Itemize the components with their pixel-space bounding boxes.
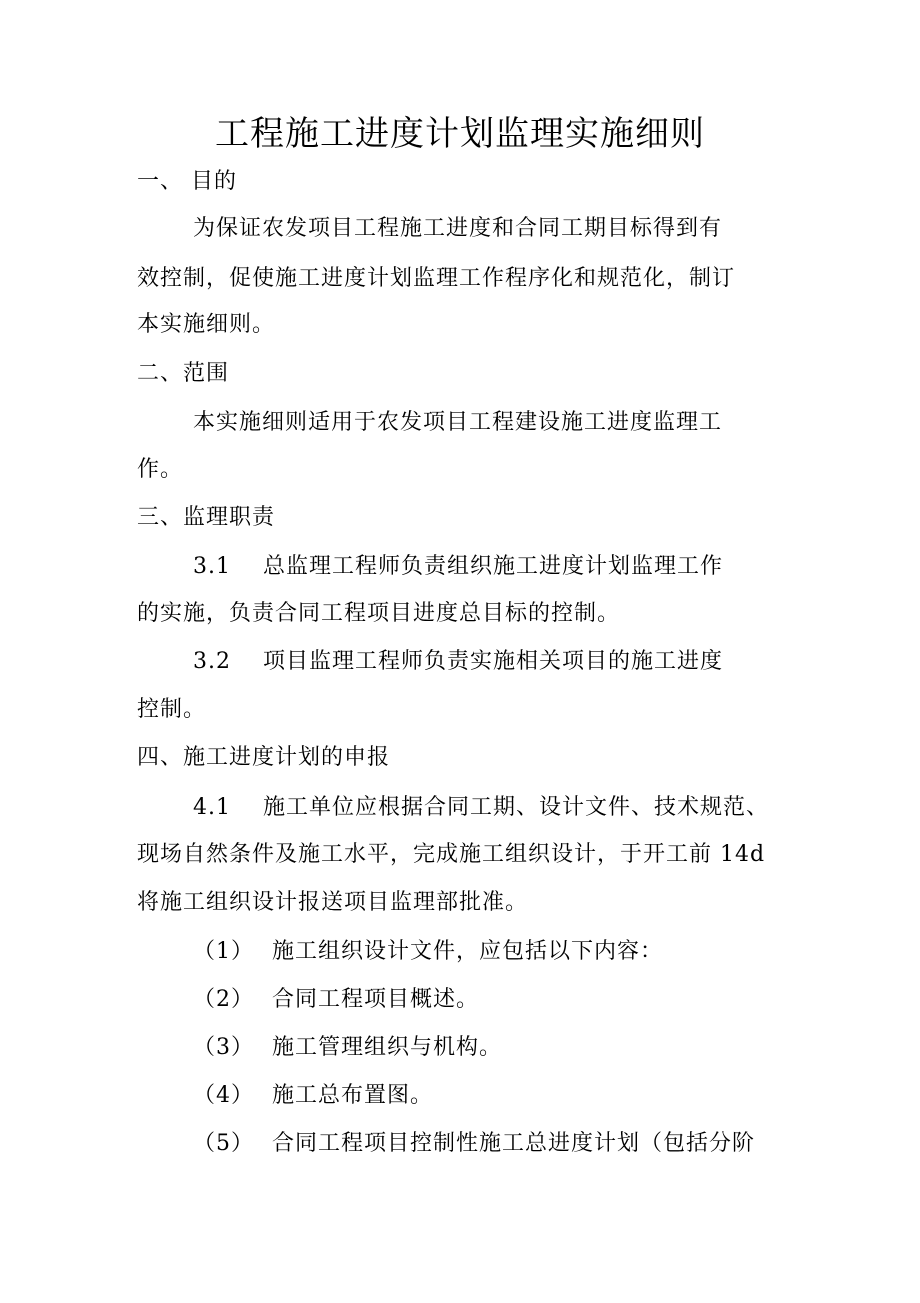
section-heading-duties: 三、监理职责 <box>137 505 276 530</box>
section-heading-scope: 二、范围 <box>137 361 230 386</box>
list-item <box>193 1127 755 1161</box>
list-marker: （2） <box>193 987 254 1012</box>
list-item <box>193 1031 502 1065</box>
list-marker: （5） <box>193 1131 254 1156</box>
section-heading-purpose: 一、 目的 <box>137 169 237 194</box>
numbered-item-3-1 <box>193 550 723 584</box>
list-item-text: 施工管理组织与机构。 <box>272 1035 503 1060</box>
list-marker: （3） <box>193 1035 254 1060</box>
paragraph-line: 的实施，负责合同工程项目进度总目标的控制。 <box>137 601 621 626</box>
paragraph-line: 作。 <box>137 457 184 482</box>
list-item-text: 合同工程项目概述。 <box>272 987 480 1012</box>
paragraph-line: 将施工组织设计报送项目监理部批准。 <box>137 890 529 915</box>
paragraph-line: 控制。 <box>137 697 207 722</box>
paragraph-line: 本实施细则。 <box>137 312 276 337</box>
item-text: 施工单位应根据合同工期、设计文件、技术规范、 <box>263 795 770 820</box>
list-item-text: 施工组织设计文件，应包括以下内容： <box>272 939 664 964</box>
list-item <box>193 1079 433 1113</box>
item-number: 3.2 <box>193 649 231 674</box>
list-marker: （1） <box>193 939 254 964</box>
list-item <box>193 983 479 1017</box>
list-item-text: 合同工程项目控制性施工总进度计划（包括分阶 <box>272 1131 756 1156</box>
item-number: 4.1 <box>193 795 231 820</box>
section-heading-schedule-submission: 四、施工进度计划的申报 <box>137 745 391 770</box>
numbered-item-4-1 <box>193 791 769 825</box>
document-title: 工程施工进度计划监理实施细则 <box>215 114 705 154</box>
paragraph-line: 效控制，促使施工进度计划监理工作程序化和规范化，制订 <box>137 266 736 291</box>
list-marker: （4） <box>193 1083 254 1108</box>
paragraph-line: 现场自然条件及施工水平，完成施工组织设计，于开工前 14d <box>137 842 766 867</box>
numbered-item-3-2 <box>193 645 723 679</box>
item-text: 项目监理工程师负责实施相关项目的施工进度 <box>263 649 724 674</box>
item-text: 总监理工程师负责组织施工进度计划监理工作 <box>263 554 724 579</box>
list-item <box>193 935 663 969</box>
list-item-text: 施工总布置图。 <box>272 1083 434 1108</box>
paragraph-line: 为保证农发项目工程施工进度和合同工期目标得到有 <box>193 216 723 241</box>
paragraph-line: 本实施细则适用于农发项目工程建设施工进度监理工 <box>193 410 723 435</box>
item-number: 3.1 <box>193 554 231 579</box>
